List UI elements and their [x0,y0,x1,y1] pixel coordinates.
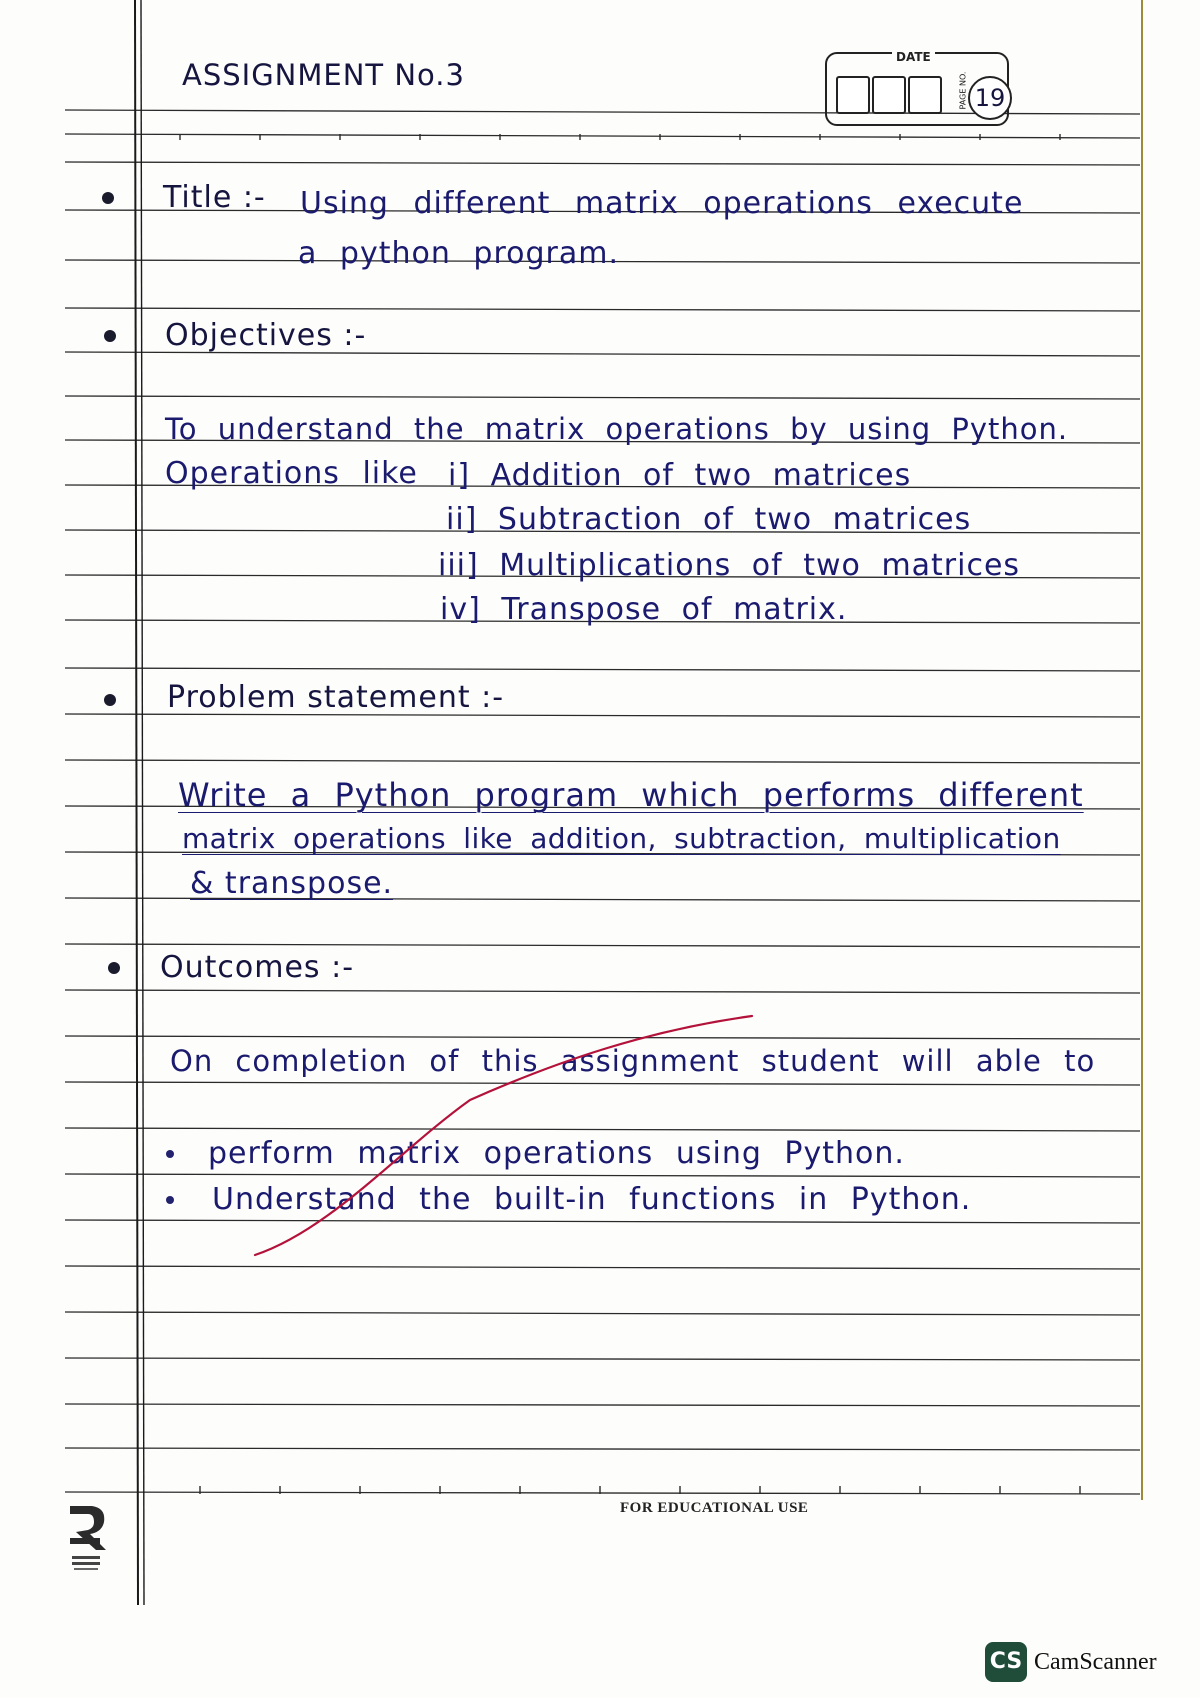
problem-line-2: matrix operations like addition, subtraction, multiplication [182,822,1061,855]
objective-item: ii] Subtraction of two matrices [446,502,972,537]
objective-item: i] Addition of two matrices [448,458,912,493]
outcome-item: Understand the built-in functions in Python. [212,1182,972,1217]
objectives-line-1: To understand the matrix operations by using Python. [165,412,1069,446]
assignment-heading: ASSIGNMENT No.3 [182,58,465,92]
title-line-1: Using different matrix operations execute [300,186,1024,221]
objectives-prefix: Operations like [165,456,418,491]
page-no-label: PAGE NO. [958,71,968,110]
camscanner-label: CamScanner [1034,1649,1157,1675]
page-number: 19 [968,76,1012,120]
objective-item: iv] Transpose of matrix. [440,592,848,627]
problem-line-1: Write a Python program which performs different [178,776,1084,814]
objectives-label: Objectives :- [165,318,367,353]
objective-item: iii] Multiplications of two matrices [438,548,1021,583]
title-label: Title :- [163,180,266,215]
outcomes-intro: On completion of this assignment student will able to [170,1044,1096,1078]
camscanner-logo-icon: CS [985,1642,1027,1682]
problem-label: Problem statement :- [167,680,505,715]
outcomes-label: Outcomes :- [160,950,355,985]
publisher-logo-icon [62,1502,112,1582]
title-line-2: a python program. [298,236,619,271]
outcome-item: perform matrix operations using Python. [208,1136,905,1171]
problem-line-3: & transpose. [190,866,394,901]
date-label: DATE [892,50,935,64]
footer-note: FOR EDUCATIONAL USE [620,1500,809,1516]
